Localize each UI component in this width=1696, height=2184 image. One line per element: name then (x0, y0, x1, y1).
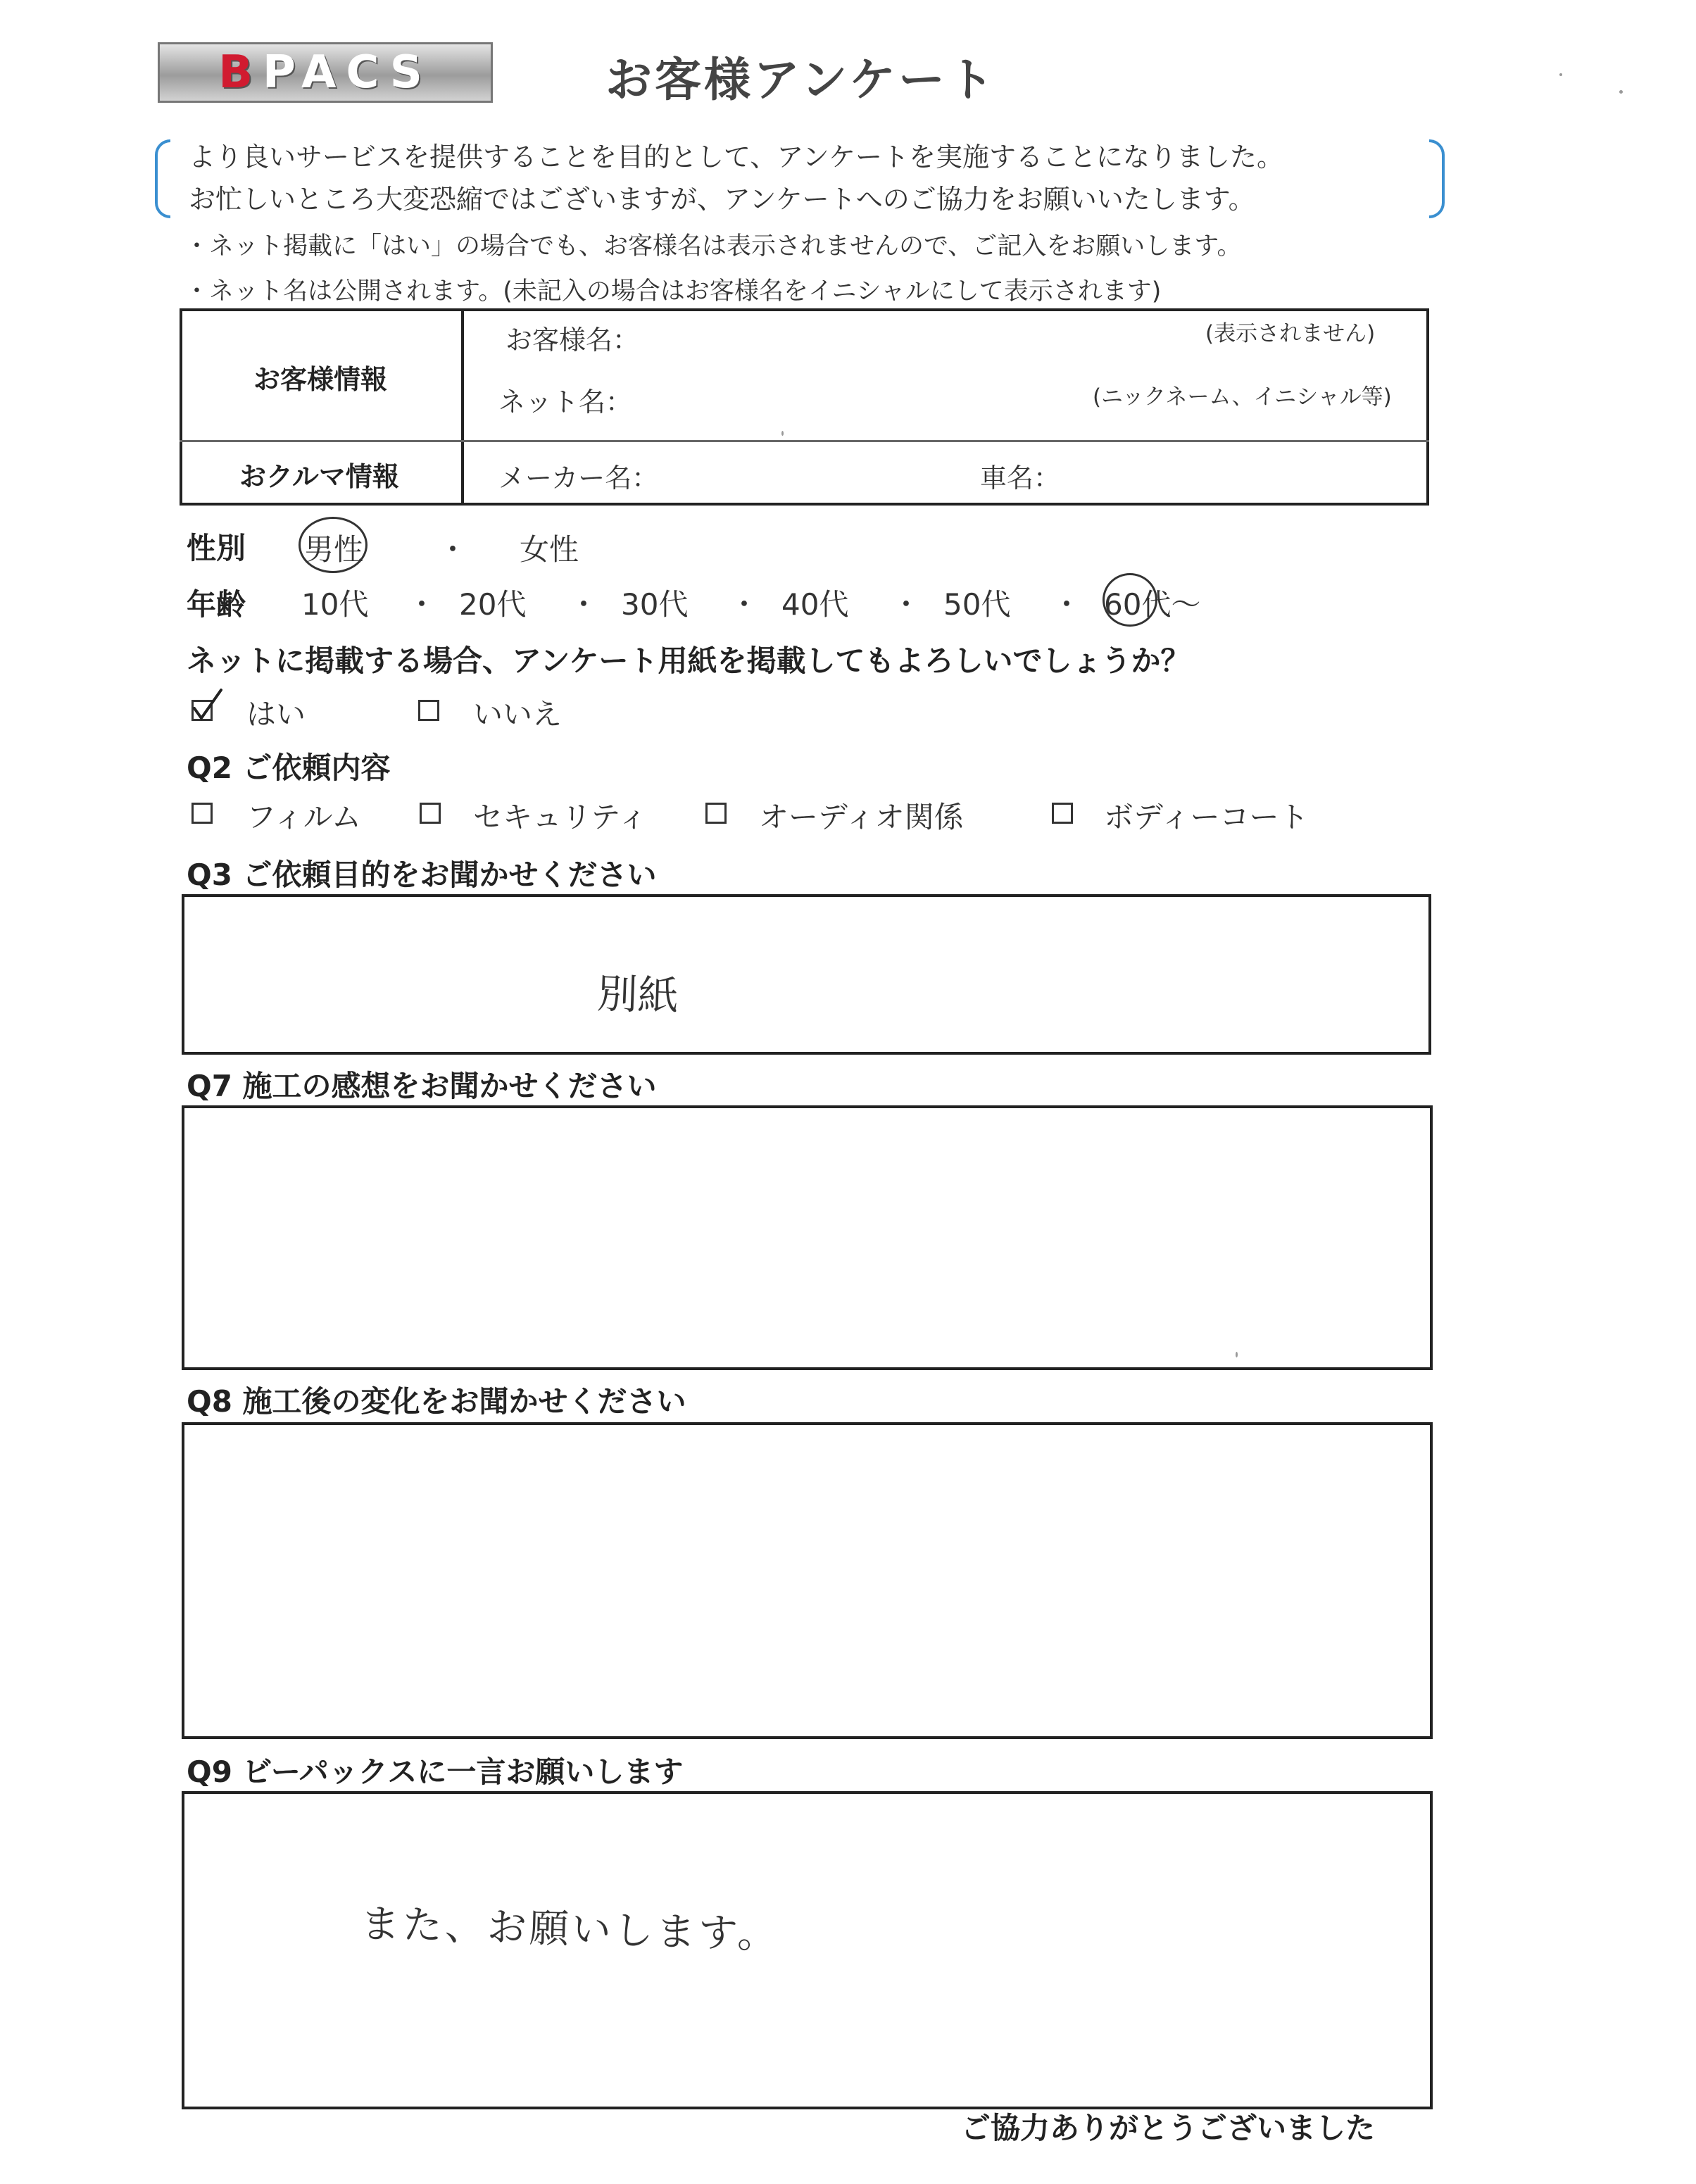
car-info-label: おクルマ情報 (239, 461, 399, 492)
scan-speck (1619, 90, 1623, 94)
age-label: 年齢 (187, 587, 246, 622)
logo-b: B (218, 46, 263, 99)
publish-no-checkbox[interactable] (418, 700, 439, 721)
gender-option-male[interactable]: 男性 (304, 532, 364, 567)
net-name-note: (ニックネーム、イニシャル等) (1093, 384, 1392, 410)
q9-handwritten-answer: また、お願いします。 (360, 1901, 781, 1958)
intro-line-1: より良いサービスを提供することを目的として、アンケートを実施することになりました。 (189, 142, 1283, 172)
age-option-60s-plus[interactable]: 60代～ (1104, 587, 1201, 622)
age-separator-4: ・ (891, 587, 922, 622)
intro-line-2: お忙しいところ大変恐縮ではございますが、アンケートへのご協力をお願いいたします。 (189, 184, 1255, 215)
q2-option-body-coat: ボディーコート (1104, 800, 1309, 834)
scan-speck (1559, 73, 1562, 76)
maker-field[interactable] (669, 451, 965, 490)
note-1: ・ネット掲載に「はい」の場合でも、お客様名は表示されませんので、ご記入をお願いします。 (184, 232, 1242, 261)
table-divider-horizontal (180, 440, 1429, 442)
q3-label: Q3 ご依頼目的をお聞かせください (187, 858, 657, 892)
q9-answer-box[interactable] (182, 1791, 1433, 2109)
logo-rest: PACS (262, 46, 432, 99)
q7-label: Q7 施工の感想をお聞かせください (187, 1069, 657, 1103)
q2-option-film: フィルム (246, 800, 361, 834)
page-title: お客様アンケート (605, 53, 998, 107)
publish-question: ネットに掲載する場合、アンケート用紙を掲載してもよろしいでしょうか？ (187, 644, 1191, 678)
publish-yes-label: はい (246, 697, 306, 732)
net-name-field[interactable] (641, 377, 1091, 413)
age-option-40s[interactable]: 40代 (781, 587, 849, 622)
check-mark-icon (189, 687, 225, 725)
q9-label: Q9 ビーパックスに一言お願いします (187, 1755, 684, 1789)
q2-option-audio: オーディオ関係 (759, 800, 964, 834)
company-logo (158, 42, 493, 103)
customer-info-label: お客様情報 (253, 364, 388, 395)
logo-text (160, 44, 491, 101)
scan-speck (781, 431, 784, 436)
q2-option-security: セキュリティ (473, 800, 648, 834)
age-separator-1: ・ (407, 587, 437, 622)
scan-speck (1236, 1352, 1238, 1357)
q2-checkbox-body-coat[interactable] (1052, 803, 1073, 824)
customer-name-label: お客様名： (505, 325, 640, 356)
intro-bracket-right (1429, 139, 1445, 218)
q2-checkbox-audio[interactable] (705, 803, 727, 824)
note-2: ・ネット名は公開されます。(未記入の場合はお客様名をイニシャルにして表示されます) (184, 277, 1162, 306)
thank-you-message: ご協力ありがとうございました (961, 2111, 1376, 2145)
net-name-label: ネット名： (498, 387, 633, 418)
age-separator-2: ・ (569, 587, 599, 622)
customer-name-field[interactable] (655, 315, 1190, 351)
q2-checkbox-film[interactable] (191, 803, 213, 824)
gender-option-female[interactable]: 女性 (520, 532, 579, 567)
age-option-10s[interactable]: 10代 (301, 587, 369, 622)
car-name-label: 車名： (980, 463, 1061, 494)
q8-label: Q8 施工後の変化をお聞かせください (187, 1384, 686, 1419)
car-name-field[interactable] (1070, 451, 1415, 490)
q3-handwritten-answer: 別紙 (596, 969, 679, 1021)
q3-answer-box[interactable] (182, 894, 1431, 1055)
q2-label: Q2 ご依頼内容 (187, 751, 391, 785)
gender-separator: ・ (438, 532, 468, 567)
q7-answer-box[interactable] (182, 1105, 1433, 1370)
age-separator-5: ・ (1052, 587, 1082, 622)
customer-name-note: (表示されません) (1205, 321, 1376, 346)
q2-checkbox-security[interactable] (420, 803, 441, 824)
gender-label: 性別 (187, 531, 246, 565)
age-option-30s[interactable]: 30代 (621, 587, 689, 622)
selection-circle-60s (1103, 573, 1157, 627)
maker-label: メーカー名： (498, 463, 659, 494)
age-option-50s[interactable]: 50代 (943, 587, 1011, 622)
selection-circle-male (299, 517, 368, 573)
age-separator-3: ・ (729, 587, 760, 622)
publish-no-label: いいえ (473, 697, 563, 732)
table-divider-vertical (461, 308, 464, 506)
intro-bracket-left (155, 139, 170, 218)
q8-answer-box[interactable] (182, 1422, 1433, 1739)
age-option-20s[interactable]: 20代 (459, 587, 527, 622)
